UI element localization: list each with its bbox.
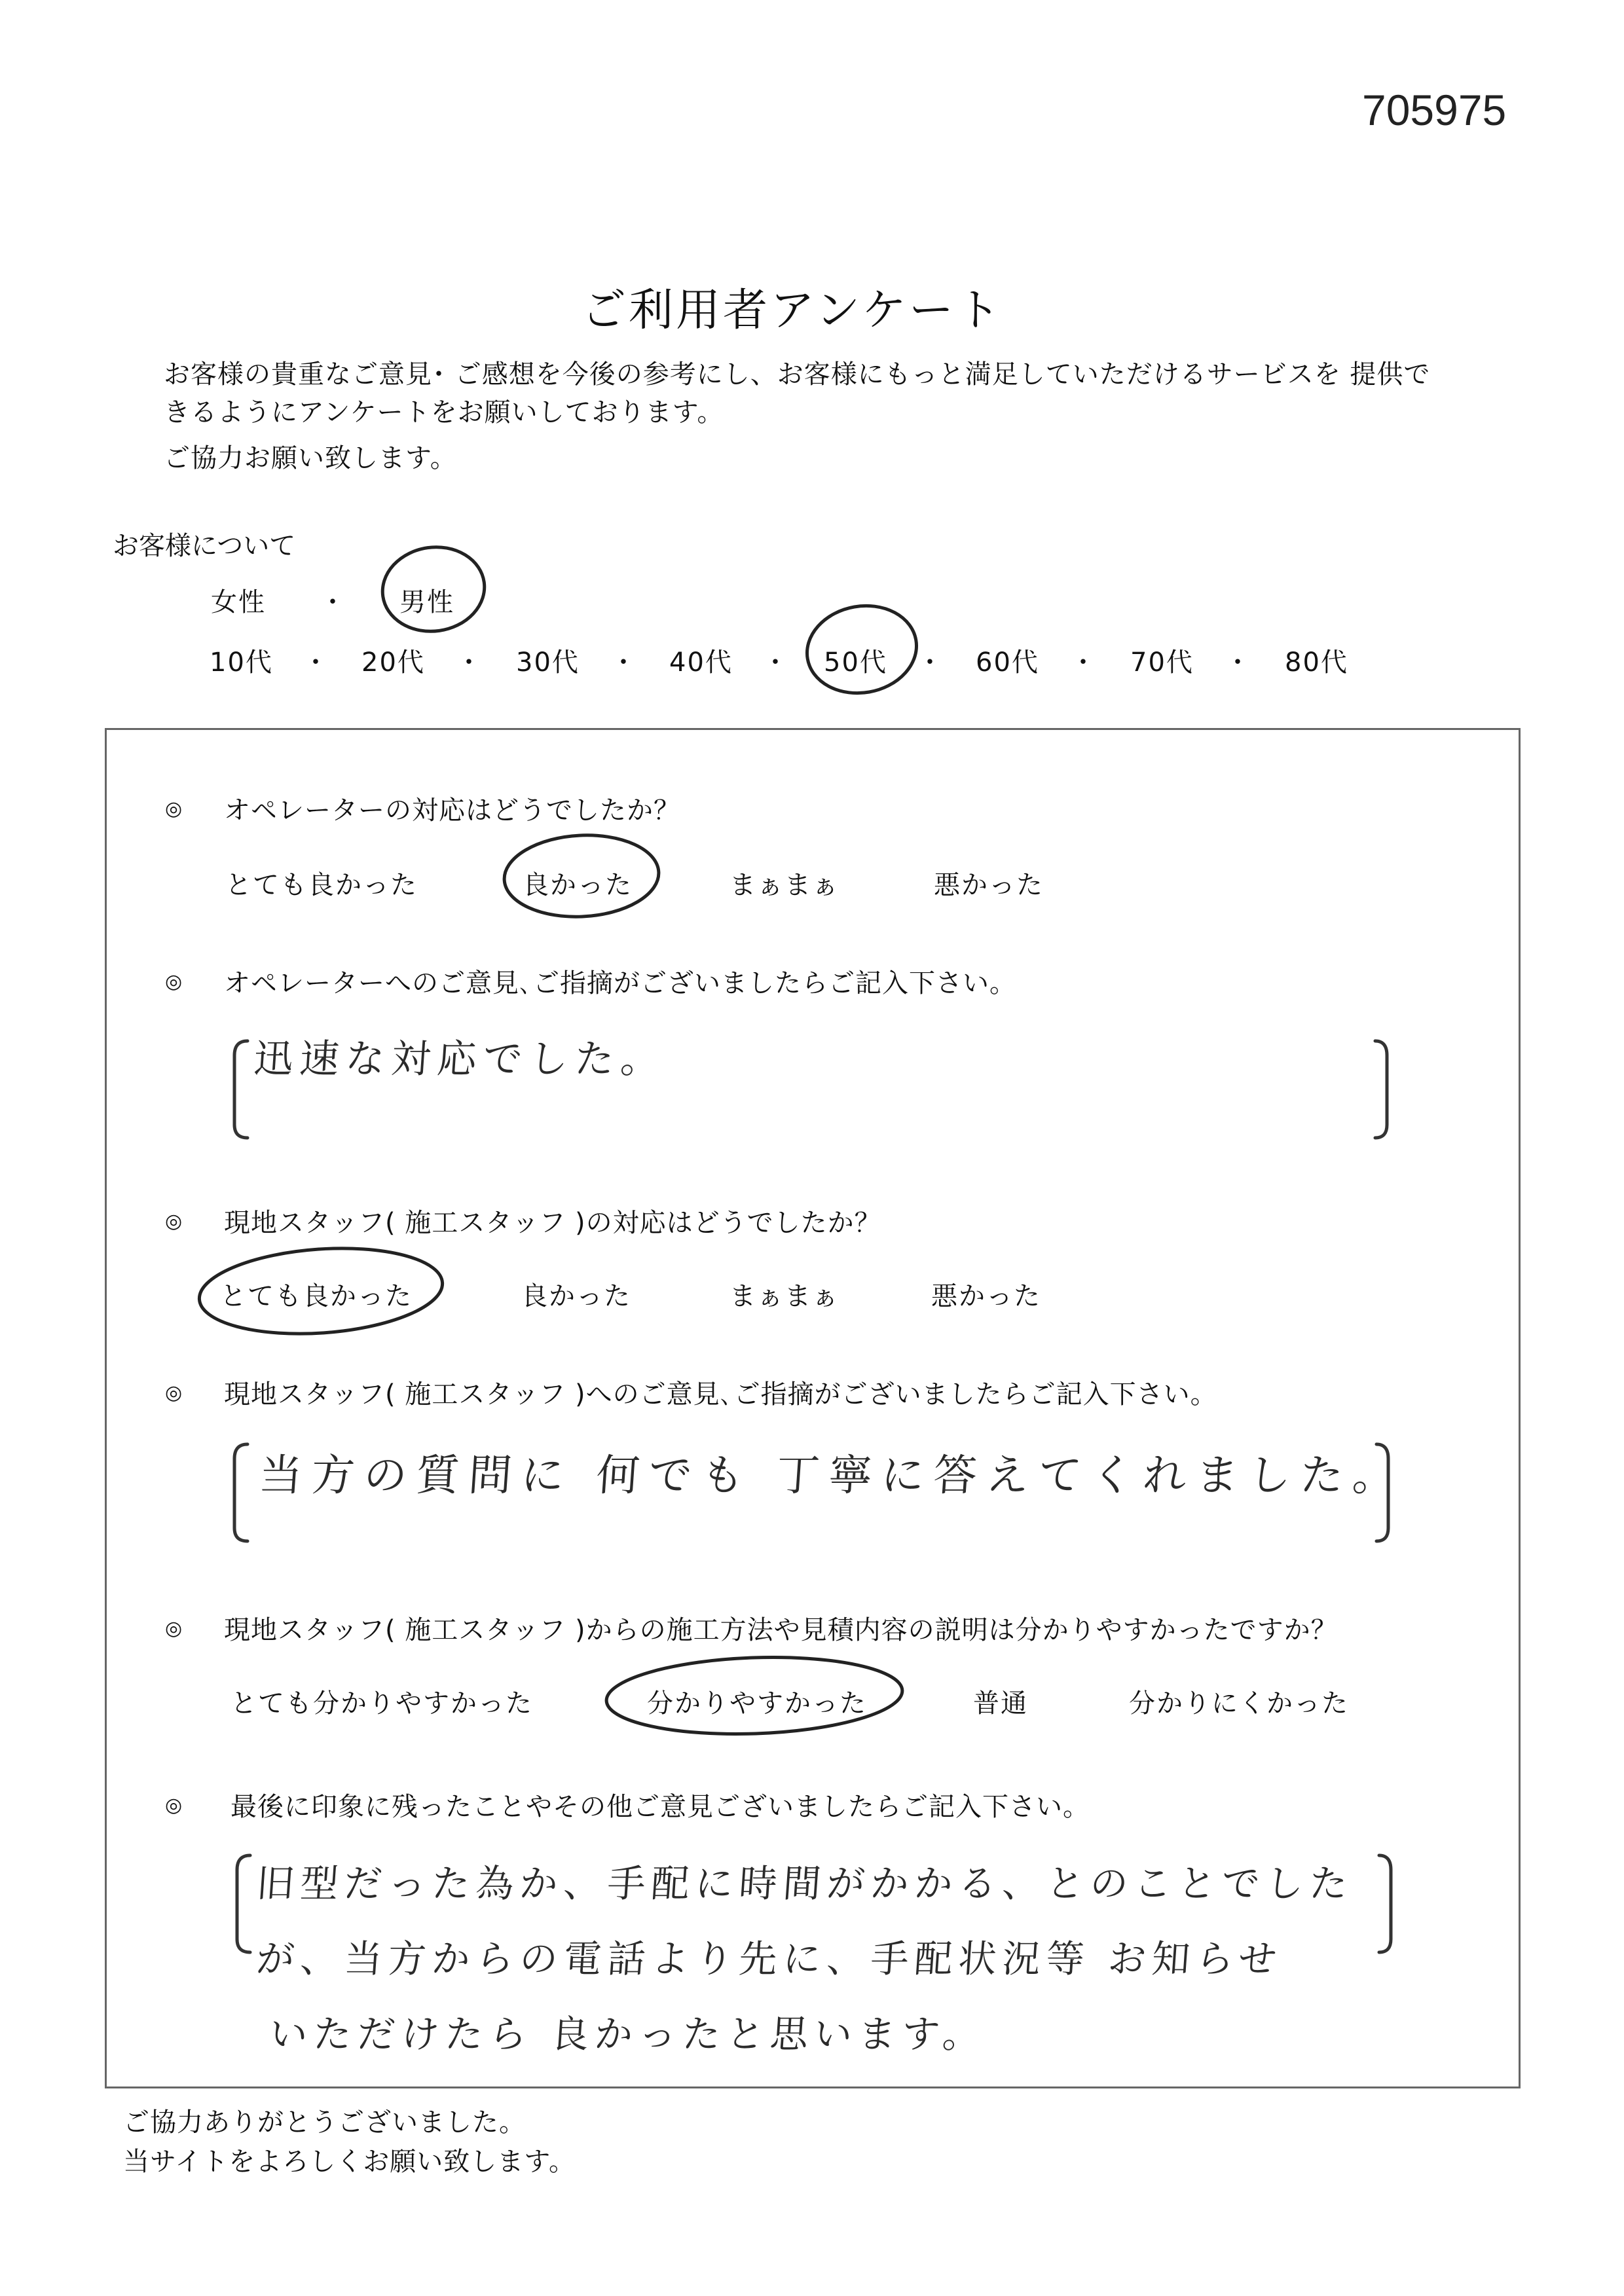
closing-line-1: ご協力ありがとうございました。 <box>123 2107 526 2138</box>
question-operator-response: オペレーターの対応はどうでしたか？ <box>224 795 680 826</box>
q1-option-good[interactable]: 良かった <box>523 870 633 900</box>
separator: ・ <box>610 647 637 678</box>
bullet-icon: ◎ <box>165 1794 183 1817</box>
separator: ・ <box>762 647 788 678</box>
question-staff-comments: 現地スタッフ( 施工スタッフ )へのご意見､ご指摘がございましたらご記入下さい。 <box>224 1379 1217 1410</box>
intro-line-1: お客様の貴重なご意見･ ご感想を今後の参考にし、お客様にもっと満足していただけるサービスを 提供で <box>164 359 1431 390</box>
separator: ・ <box>1225 647 1251 678</box>
intro-line-2: きるようにアンケートをお願いしております。 <box>164 397 724 428</box>
age-option-30s[interactable]: 30代 <box>516 647 580 678</box>
separator: ・ <box>1070 647 1096 678</box>
separator: ・ <box>917 647 943 678</box>
page-title: ご利用者アンケート <box>581 285 1003 337</box>
answer-final-line-2: が、当方からの電話より先に、手配状況等 お知らせ <box>255 1937 1284 1981</box>
age-option-50s[interactable]: 50代 <box>824 647 887 678</box>
q5-option-normal[interactable]: 普通 <box>973 1688 1028 1719</box>
age-option-20s[interactable]: 20代 <box>361 647 425 678</box>
separator: ・ <box>303 647 329 678</box>
customer-heading: お客様について <box>113 531 296 561</box>
gender-option-male[interactable]: 男性 <box>399 587 454 617</box>
age-option-70s[interactable]: 70代 <box>1130 647 1194 678</box>
q1-option-very-good[interactable]: とても良かった <box>225 870 418 900</box>
separator: ・ <box>456 647 482 678</box>
question-final-comments: 最後に印象に残ったことやその他ご意見ございましたらご記入下さい。 <box>231 1792 1090 1822</box>
age-option-80s[interactable]: 80代 <box>1285 647 1348 678</box>
gender-option-female[interactable]: 女性 <box>211 587 266 617</box>
answer-staff-comments: 当方の質問に 何でも 丁寧に答えてくれました。 <box>257 1450 1407 1501</box>
age-option-40s[interactable]: 40代 <box>669 647 733 678</box>
q1-option-so-so[interactable]: まぁまぁ <box>729 870 840 900</box>
q3-option-so-so[interactable]: まぁまぁ <box>729 1281 840 1311</box>
question-operator-comments: オペレーターへのご意見､ご指摘がございましたらご記入下さい。 <box>224 968 1016 998</box>
bullet-icon: ◎ <box>165 1617 183 1640</box>
q3-option-very-good[interactable]: とても良かった <box>220 1281 413 1311</box>
document-id: 705975 <box>1362 86 1507 134</box>
q5-option-clear[interactable]: 分かりやすかった <box>647 1688 867 1719</box>
age-option-60s[interactable]: 60代 <box>976 647 1039 678</box>
q1-option-bad[interactable]: 悪かった <box>934 870 1044 900</box>
age-option-10s[interactable]: 10代 <box>210 647 273 678</box>
bullet-icon: ◎ <box>165 970 183 993</box>
answer-final-line-3: いただけたら 良かったと思います。 <box>268 2012 988 2056</box>
question-staff-explanation: 現地スタッフ( 施工スタッフ )からの施工方法や見積内容の説明は分かりやすかったですか？ <box>224 1615 1338 1645</box>
answer-final-line-1: 旧型だった為か、手配に時間がかかる、とのことでした <box>255 1861 1356 1906</box>
bullet-icon: ◎ <box>165 1381 183 1404</box>
q3-option-bad[interactable]: 悪かった <box>931 1281 1041 1311</box>
bullet-icon: ◎ <box>165 797 183 820</box>
bullet-icon: ◎ <box>165 1210 183 1233</box>
intro-line-3: ご協力お願い致します。 <box>164 443 457 473</box>
separator: ・ <box>320 587 346 617</box>
q3-option-good[interactable]: 良かった <box>521 1281 631 1311</box>
closing-line-2: 当サイトをよろしくお願い致します。 <box>123 2147 576 2177</box>
answer-operator-comments: 迅速な対応でした。 <box>252 1036 669 1082</box>
question-staff-response: 現地スタッフ( 施工スタッフ )の対応はどうでしたか？ <box>224 1208 881 1238</box>
q5-option-very-clear[interactable]: とても分かりやすかった <box>231 1688 533 1719</box>
q5-option-unclear[interactable]: 分かりにくかった <box>1129 1688 1349 1719</box>
